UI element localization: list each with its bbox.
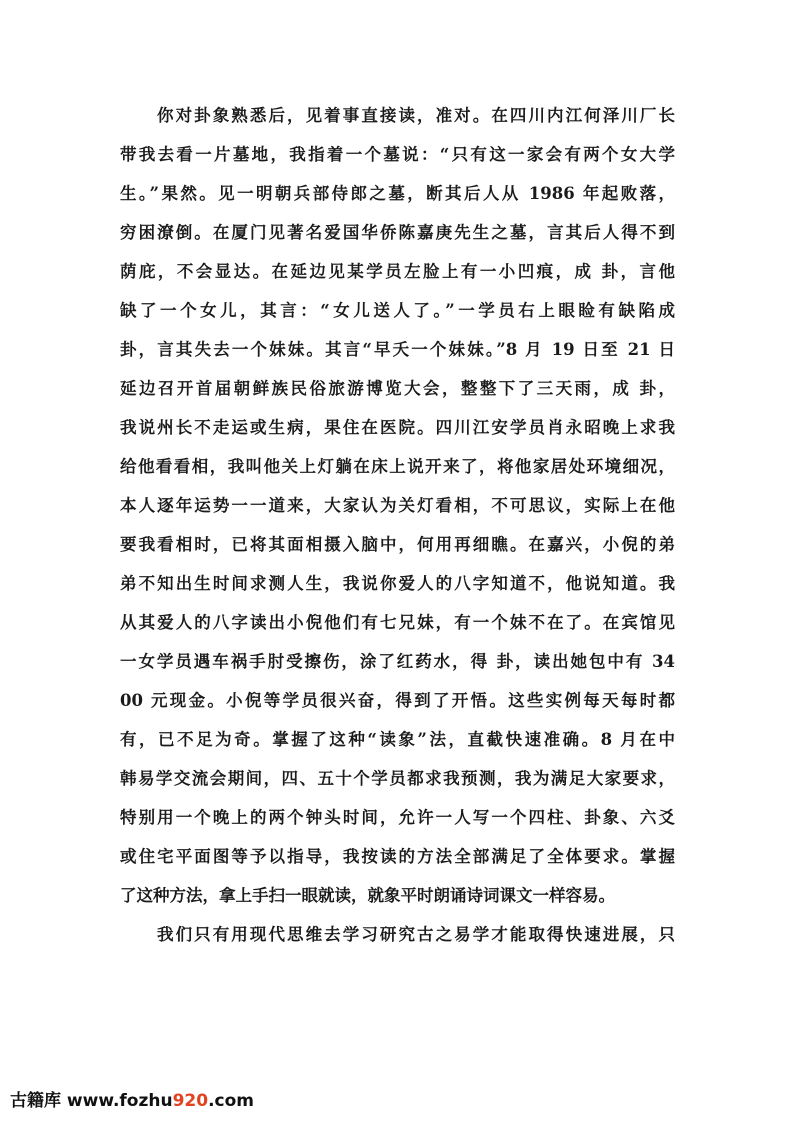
url-number: 920	[172, 1091, 209, 1111]
url-prefix: www.fozhu	[66, 1091, 173, 1111]
text-line: 有，已不足为奇。掌握了这种“读象”法，直截快速准确。8 月在中	[120, 730, 675, 749]
text-line: 我说州长不走运或生病，果住在医院。四川江安学员肖永昭晚上求我	[120, 418, 675, 437]
text-line: 00 元现金。小倪等学员很兴奋，得到了开悟。这些实例每天每时都	[120, 691, 675, 710]
text-line: 给他看看相，我叫他关上灯躺在床上说开来了，将他家居处环境细况，	[120, 457, 675, 476]
text-line: 特别用一个晚上的两个钟头时间，允许一人写一个四柱、卦象、六爻	[120, 808, 675, 827]
text-line: 韩易学交流会期间，四、五十个学员都求我预测，我为满足大家要求，	[120, 769, 675, 788]
text-line: 荫庇，不会显达。在延边见某学员左脸上有一小凹痕，成 卦，言他	[120, 262, 675, 281]
text-line: 了这种方法，拿上手扫一眼就读，就象平时朗诵诗词课文一样容易。	[120, 886, 615, 905]
text-line: 从其爱人的八字读出小倪他们有七兄妹，有一个妹不在了。在宾馆见	[120, 613, 675, 632]
footer-watermark	[10, 1088, 254, 1114]
text-line: 穷困潦倒。在厦门见著名爱国华侨陈嘉庚先生之墓，言其后人得不到	[120, 223, 675, 242]
text-line: 带我去看一片墓地，我指着一个墓说：“只有这一家会有两个女大学	[120, 145, 675, 164]
text-line: 缺了一个女儿，其言：“女儿送人了。”一学员右上眼睑有缺陷成	[120, 301, 675, 320]
text-line: 或住宅平面图等予以指导，我按读的方法全部满足了全体要求。掌握	[120, 847, 675, 866]
site-name: 古籍库	[10, 1091, 61, 1111]
text-line: 你对卦象熟悉后，见着事直接读，准对。在四川内江何泽川厂长	[157, 106, 675, 125]
text-line: 一女学员遇车祸手肘受擦伤，涂了红药水，得 卦，读出她包中有 34	[120, 652, 675, 671]
text-line: 要我看相时，已将其面相摄入脑中，何用再细瞧。在嘉兴，小倪的弟	[120, 535, 675, 554]
text-line: 卦，言其失去一个妹妹。其言“早夭一个妹妹。”8 月 19 日至 21 日	[120, 340, 675, 359]
text-line: 本人逐年运势一一道来，大家认为关灯看相，不可思议，实际上在他	[120, 496, 675, 515]
text-line: 我们只有用现代思维去学习研究古之易学才能取得快速进展，只	[157, 925, 675, 944]
text-line: 弟不知出生时间求测人生，我说你爱人的八字知道不，他说知道。我	[120, 574, 675, 593]
body-text	[120, 96, 675, 954]
url-suffix: .com	[208, 1091, 255, 1111]
site-url	[67, 1091, 254, 1111]
text-line: 延边召开首届朝鲜族民俗旅游博览大会，整整下了三天雨，成 卦，	[120, 379, 675, 398]
text-line: 生。”果然。见一明朝兵部侍郎之墓，断其后人从 1986 年起败落，	[120, 184, 675, 203]
